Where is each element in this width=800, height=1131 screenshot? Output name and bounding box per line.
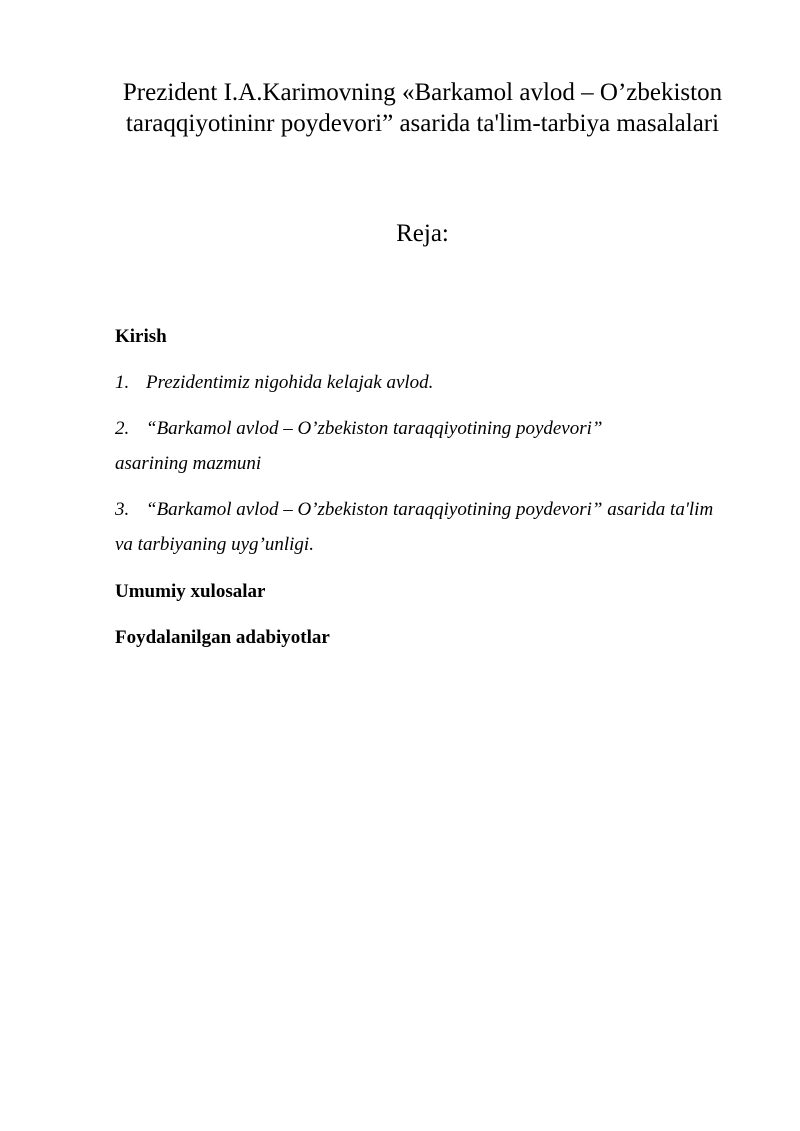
document-title: Prezident I.A.Karimovning «Barkamol avlod – O’zbekiston taraqqiyotininr poydevori” asarida ta'lim-tarbiya masalalari — [122, 79, 723, 137]
plan-item-number: 1. — [115, 372, 130, 393]
references-heading: Foydalanilgan adabiyotlar — [115, 627, 330, 648]
plan-heading: Reja: — [396, 220, 449, 247]
plan-item-2 — [115, 411, 675, 481]
plan-item-3 — [115, 492, 735, 562]
plan-item-1 — [115, 365, 735, 400]
plan-item-number: 2. — [115, 418, 130, 439]
plan-item-text: Prezidentimiz nigohida kelajak avlod. — [146, 372, 434, 393]
intro-heading: Kirish — [115, 326, 167, 347]
plan-item-number: 3. — [115, 499, 130, 520]
plan-item-text: “Barkamol avlod – O’zbekiston taraqqiyotining poydevori” asarining mazmuni — [115, 418, 603, 474]
conclusions-heading: Umumiy xulosalar — [115, 581, 266, 602]
plan-item-text: “Barkamol avlod – O’zbekiston taraqqiyotining poydevori” asarida ta'lim va tarbiyaning uyg’unligi. — [115, 499, 714, 555]
